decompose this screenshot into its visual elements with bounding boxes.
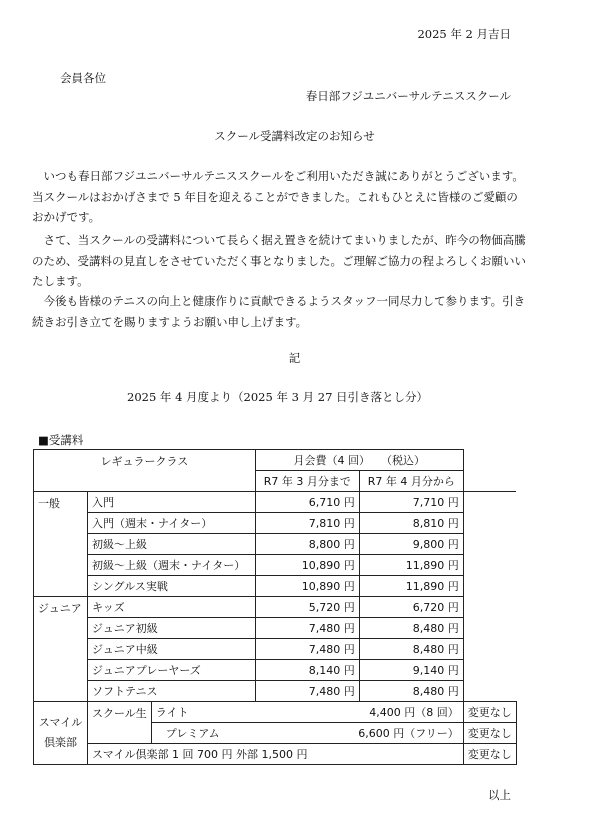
table-row-smile-club bbox=[34, 744, 517, 765]
group-smile-line1: スマイル bbox=[38, 716, 83, 729]
table-row-smile-light bbox=[34, 702, 517, 723]
price-after: 9,140 円 bbox=[359, 660, 463, 681]
price-after: 11,890 円 bbox=[359, 555, 463, 576]
price-before: 7,480 円 bbox=[255, 618, 359, 639]
document-title: スクール受講料改定のお知らせ bbox=[214, 129, 375, 143]
row-label: ジュニア初級 bbox=[88, 618, 256, 639]
group-smile bbox=[34, 702, 88, 765]
price-before: 5,720 円 bbox=[255, 597, 359, 618]
table-row bbox=[34, 576, 517, 597]
table-row bbox=[34, 555, 517, 576]
row-label: ソフトテニス bbox=[88, 681, 256, 702]
plan-light-label: ライト bbox=[151, 702, 255, 723]
price-before: 7,480 円 bbox=[255, 681, 359, 702]
paragraph-greeting: いつも春日部フジユニバーサルテニススクールをご利用いただき誠にありがとうございます。当スクールはおかげさまで 5 年目を迎えることができました。これもひとえに皆様のご愛顧のおかげです。 bbox=[32, 169, 524, 224]
price-after: 9,800 円 bbox=[359, 534, 463, 555]
smile-club-fee: スマイル倶楽部 1 回 700 円 外部 1,500 円 bbox=[88, 744, 464, 765]
table-row bbox=[34, 513, 517, 534]
row-label: 初級～上級 bbox=[88, 534, 256, 555]
sender: 春日部フジユニバーサルテニススクール bbox=[305, 89, 511, 103]
price-before: 6,710 円 bbox=[255, 492, 359, 513]
col-before: R7 年 3 月分まで bbox=[255, 471, 359, 492]
header-monthly-fee: 月会費（4 回） （税込） bbox=[255, 450, 463, 471]
price-after: 8,480 円 bbox=[359, 681, 463, 702]
group-general: 一般 bbox=[34, 492, 88, 597]
price-after: 8,480 円 bbox=[359, 618, 463, 639]
table-row bbox=[34, 534, 517, 555]
plan-premium-price: 6,600 円（フリー） bbox=[255, 723, 463, 744]
fee-table bbox=[33, 449, 517, 765]
effective-date: 2025 年 4 月度より（2025 年 3 月 27 日引き落とし分） bbox=[127, 390, 429, 404]
recipient: 会員各位 bbox=[60, 71, 106, 85]
closing-mark: 以上 bbox=[488, 788, 511, 802]
price-before: 10,890 円 bbox=[255, 576, 359, 597]
group-smile-line2: 倶楽部 bbox=[44, 736, 77, 749]
section-label: ■受講料 bbox=[38, 433, 84, 447]
table-row bbox=[34, 681, 517, 702]
table-row bbox=[34, 492, 517, 513]
header-blank bbox=[463, 450, 516, 492]
header-regular-class: レギュラークラス bbox=[34, 450, 256, 492]
price-before: 8,800 円 bbox=[255, 534, 359, 555]
price-before: 10,890 円 bbox=[255, 555, 359, 576]
table-row bbox=[34, 660, 517, 681]
price-before: 8,140 円 bbox=[255, 660, 359, 681]
row-label: 入門（週末・ナイター） bbox=[88, 513, 256, 534]
row-label: ジュニアプレーヤーズ bbox=[88, 660, 256, 681]
plan-light-price: 4,400 円（8 回） bbox=[255, 702, 463, 723]
row-label: ジュニア中級 bbox=[88, 639, 256, 660]
table-header-row bbox=[34, 450, 517, 471]
table-row bbox=[34, 639, 517, 660]
paragraph-reason: さて、当スクールの受講料について長らく据え置きを続けてまいりましたが、昨今の物価高騰のため、受講料の見直しをさせていただく事となりました。ご理解ご協力の程よろしくお願いいたします。 bbox=[32, 233, 527, 288]
paragraph-closing: 今後も皆様のテニスの向上と健康作りに貢献できるようスタッフ一同尽力して参ります。引き続きお引き立てを賜りますようお願い申し上げます。 bbox=[32, 294, 526, 329]
status-badge: 変更なし bbox=[463, 702, 516, 723]
status-badge: 変更なし bbox=[463, 744, 516, 765]
table-row bbox=[34, 597, 517, 618]
price-before: 7,810 円 bbox=[255, 513, 359, 534]
side-blank bbox=[463, 492, 516, 702]
plan-premium-label: プレミアム bbox=[151, 723, 255, 744]
row-label: 初級～上級（週末・ナイター） bbox=[88, 555, 256, 576]
price-after: 6,720 円 bbox=[359, 597, 463, 618]
price-after: 7,710 円 bbox=[359, 492, 463, 513]
price-after: 8,810 円 bbox=[359, 513, 463, 534]
row-label: キッズ bbox=[88, 597, 256, 618]
group-junior: ジュニア bbox=[34, 597, 88, 702]
row-label: 入門 bbox=[88, 492, 256, 513]
price-before: 7,480 円 bbox=[255, 639, 359, 660]
row-label: シングルス実戦 bbox=[88, 576, 256, 597]
col-after: R7 年 4 月分から bbox=[359, 471, 463, 492]
price-after: 8,480 円 bbox=[359, 639, 463, 660]
document-date: 2025 年 2 月吉日 bbox=[417, 27, 511, 41]
ki-mark: 記 bbox=[288, 351, 301, 365]
price-after: 11,890 円 bbox=[359, 576, 463, 597]
status-badge: 変更なし bbox=[463, 723, 516, 744]
school-student-label: スクール生 bbox=[88, 702, 152, 744]
table-row bbox=[34, 618, 517, 639]
